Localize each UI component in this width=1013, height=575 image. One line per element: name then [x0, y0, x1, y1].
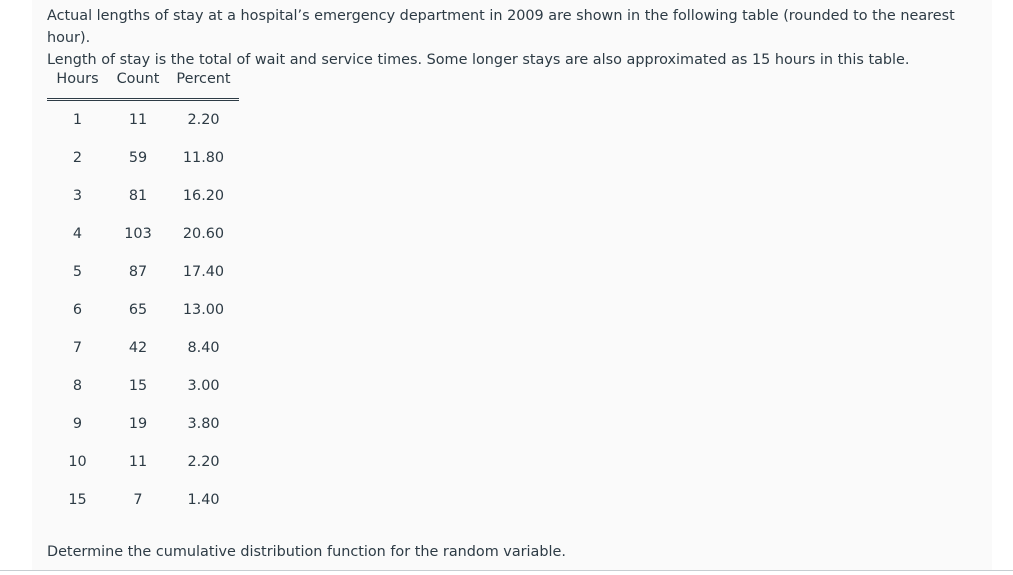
cell-count: 87	[128, 264, 148, 280]
cell-percent: 1.40	[187, 492, 220, 508]
bottom-divider	[0, 570, 1013, 571]
cell-percent: 2.20	[187, 454, 220, 470]
table-row	[47, 443, 239, 481]
cell-count: 15	[128, 378, 148, 394]
table-header-row	[47, 60, 239, 100]
cell-count: 103	[124, 226, 152, 242]
cell-percent: 2.20	[187, 112, 220, 128]
cell-count: 11	[128, 454, 148, 470]
cell-count: 7	[133, 492, 143, 508]
cell-percent: 8.40	[187, 340, 220, 356]
cell-count: 81	[128, 188, 148, 204]
cell-hours: 5	[72, 264, 83, 280]
cell-hours: 15	[68, 492, 87, 508]
cell-hours: 10	[68, 454, 87, 470]
question-panel	[32, 0, 992, 570]
cell-hours: 8	[72, 378, 83, 394]
header-percent: Percent	[168, 60, 239, 100]
header-hours: Hours	[47, 60, 108, 100]
question-prompt: Determine the cumulative distribution function for the random variable.	[47, 544, 566, 560]
cell-percent: 17.40	[182, 264, 225, 280]
cell-percent: 3.80	[187, 416, 220, 432]
header-count: Count	[108, 60, 168, 100]
cell-hours: 9	[72, 416, 83, 432]
table-row	[47, 405, 239, 443]
cell-percent: 3.00	[187, 378, 220, 394]
length-of-stay-table	[47, 60, 239, 519]
cell-count: 65	[128, 302, 148, 318]
cell-hours: 6	[72, 302, 83, 318]
table-row	[47, 367, 239, 405]
cell-percent: 13.00	[182, 302, 225, 318]
cell-count: 59	[128, 150, 148, 166]
table-row	[47, 100, 239, 140]
cell-hours: 3	[72, 188, 83, 204]
table-row	[47, 481, 239, 519]
cell-hours: 2	[72, 150, 83, 166]
cell-count: 42	[128, 340, 148, 356]
problem-text-line-1: Actual lengths of stay at a hospital’s emergency department in 2009 are shown in the following table (rounded to the nearest hour).	[47, 8, 955, 46]
table-row	[47, 139, 239, 177]
table-row	[47, 177, 239, 215]
table-row	[47, 253, 239, 291]
cell-count: 19	[128, 416, 148, 432]
cell-count: 11	[128, 112, 148, 128]
cell-hours: 1	[72, 112, 83, 128]
table-row	[47, 291, 239, 329]
cell-percent: 11.80	[182, 150, 225, 166]
cell-hours: 7	[72, 340, 83, 356]
cell-percent: 16.20	[182, 188, 225, 204]
table-row	[47, 329, 239, 367]
table-row	[47, 215, 239, 253]
cell-percent: 20.60	[182, 226, 225, 242]
problem-text-line-2: Length of stay is the total of wait and service times. Some longer stays are also approximated as 15 hours in this table.	[47, 52, 910, 68]
cell-hours: 4	[72, 226, 83, 242]
